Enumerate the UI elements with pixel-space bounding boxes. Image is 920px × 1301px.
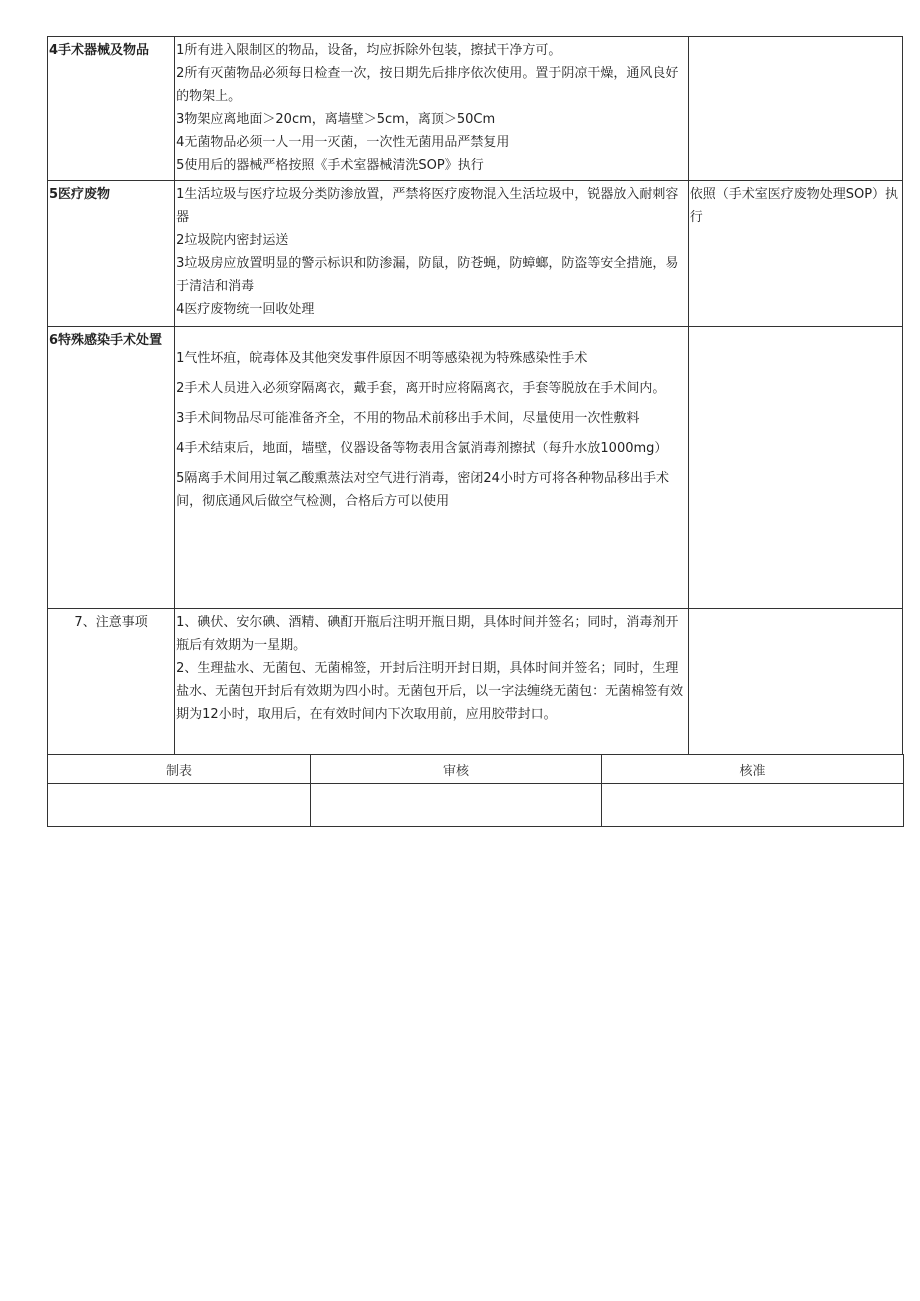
reviewed-by-header: 审核 — [311, 755, 602, 784]
table-row — [48, 609, 903, 755]
category-cell: 7、注意事项 — [48, 609, 175, 755]
sop-table — [47, 36, 903, 755]
content-line: 4医疗废物统一回收处理 — [176, 302, 315, 317]
content-line: 3手术间物品尽可能准备齐全，不用的物品术前移出手术间，尽量使用一次性敷料 — [176, 411, 640, 426]
approved-by-header: 核准 — [602, 755, 904, 784]
content-cell — [175, 181, 689, 327]
content-line: 4手术结束后，地面，墙壁，仪器设备等物表用含氯消毒剂擦拭（每升水放1000mg） — [176, 441, 668, 456]
content-line: 3垃圾房应放置明显的警示标识和防渗漏，防鼠，防苍蝇，防蟑螂，防盗等安全措施，易于清洁和消毒 — [176, 256, 679, 294]
prepared-by-header: 制表 — [48, 755, 311, 784]
category-cell: 6特殊感染手术处置 — [48, 327, 175, 609]
note-cell: 依照（手术室医疗废物处理SOP）执行 — [688, 181, 902, 327]
content-cell — [175, 37, 689, 181]
note-cell — [688, 609, 902, 755]
table-row — [48, 37, 903, 181]
category-cell: 4手术器械及物品 — [48, 37, 175, 181]
signature-table — [47, 754, 904, 827]
signature-value-row — [48, 784, 904, 827]
content-line: 5隔离手术间用过氧乙酸熏蒸法对空气进行消毒，密闭24小时方可将各种物品移出手术间，彻底通风后做空气检测，合格后方可以使用 — [176, 471, 669, 509]
note-cell — [688, 37, 902, 181]
content-line: 5使用后的器械严格按照《手术室器械清洗SOP》执行 — [176, 158, 484, 173]
content-line: 1生活垃圾与医疗垃圾分类防渗放置，严禁将医疗废物混入生活垃圾中，锐器放入耐刺容器 — [176, 187, 679, 225]
content-cell — [175, 327, 689, 609]
content-cell — [175, 609, 689, 755]
content-line: 1气性坏疽，皖毒体及其他突发事件原因不明等感染视为特殊感染性手术 — [176, 351, 588, 366]
content-line: 1、碘伏、安尔碘、酒精、碘酊开瓶后注明开瓶日期，具体时间并签名；同时，消毒剂开瓶后有效期为一星期。 — [176, 615, 679, 653]
reviewed-by-field[interactable] — [311, 784, 602, 827]
content-line: 2垃圾院内密封运送 — [176, 233, 289, 248]
content-line: 2、生理盐水、无菌包、无菌棉签，开封后注明开封日期，具体时间并签名；同时，生理盐水、无菌包开封后有效期为四小时。无菌包开后，以一字法缠绕无菌包：无菌棉签有效期为12小时，取用后，在有效时间内下次取用前，应用胶带封口。 — [176, 661, 684, 722]
content-line: 3物架应离地面＞20cm，离墙壁＞5cm，离顶＞50Cm — [176, 112, 496, 127]
prepared-by-field[interactable] — [48, 784, 311, 827]
note-cell — [688, 327, 902, 609]
table-row — [48, 181, 903, 327]
category-cell: 5医疗废物 — [48, 181, 175, 327]
content-line: 4无菌物品必须一人一用一灭菌，一次性无菌用品严禁复用 — [176, 135, 510, 150]
table-row — [48, 327, 903, 609]
approved-by-field[interactable] — [602, 784, 904, 827]
content-line: 2所有灭菌物品必须每日检查一次，按日期先后排序依次使用。置于阴凉干燥，通风良好的物架上。 — [176, 66, 679, 104]
content-line: 1所有进入限制区的物品，设备，均应拆除外包装，擦拭干净方可。 — [176, 43, 562, 58]
signature-header-row — [48, 755, 904, 784]
content-line: 2手术人员进入必须穿隔离衣，戴手套，离开时应将隔离衣，手套等脱放在手术间内。 — [176, 381, 666, 396]
